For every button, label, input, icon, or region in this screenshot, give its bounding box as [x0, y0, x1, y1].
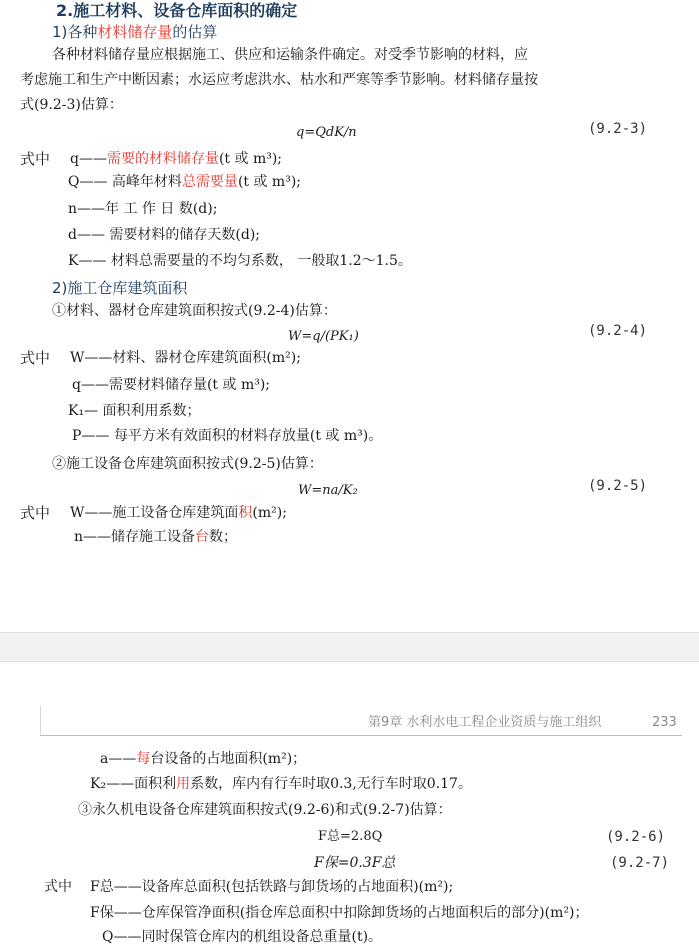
subsection-heading-storage	[52, 25, 217, 40]
formula-9-2-6: F总=2.8Q	[318, 829, 383, 844]
where-label-4: 式中	[44, 879, 72, 895]
definition-highlight: 台	[195, 529, 210, 545]
definition-text: 台设备的占地面积(m²)；	[150, 751, 307, 767]
item-permanent-equipment-warehouse: ③永久机电设备仓库建筑面积按式(9.2-6)和式(9.2-7)估算：	[78, 802, 452, 818]
definition-n2	[74, 530, 237, 544]
definition-F-storage: F保——仓库保管净面积(指仓库总面积中扣除卸货场的占地面积后的部分)(m²)；	[90, 905, 589, 921]
definition-unit: (m²);	[252, 505, 287, 521]
where-label: 式中	[20, 150, 51, 168]
definition-q2: q——需要材料储存量(t 或 m³);	[72, 377, 271, 393]
definition-symbol: K₂——面积利	[90, 776, 177, 792]
definition-unit: 数；	[209, 529, 238, 545]
formula-9-2-7: F保=0.3F总	[314, 855, 396, 871]
page-number: 233	[652, 715, 677, 730]
equation-number-9-2-7: (9.2-7)	[610, 855, 670, 871]
formula-9-2-5: W=na/K₂	[298, 483, 358, 498]
definition-K2	[90, 777, 472, 791]
definition-unit: (t 或 m³);	[237, 174, 301, 190]
definition-q	[70, 152, 282, 166]
where-label-3: 式中	[20, 504, 51, 522]
definition-K1: K₁— 面积利用系数；	[68, 403, 201, 419]
formula-9-2-3: q=QdK/n	[296, 125, 357, 140]
page-break-gap	[0, 632, 699, 662]
equation-number-9-2-5: (9.2-5)	[588, 478, 648, 494]
equation-number-9-2-6: (9.2-6)	[606, 829, 666, 845]
definition-highlight: 需要的材料储存量	[106, 151, 219, 167]
header-corner-mark	[40, 706, 41, 736]
subsection-suffix: 的估算	[172, 23, 218, 41]
definition-highlight: 用	[176, 776, 191, 792]
subsection-heading-warehouse: 2)施工仓库建筑面积	[52, 279, 188, 297]
subsection-highlight: 材料储存量	[97, 23, 173, 41]
formula-9-2-4: W=q/(PK₁)	[288, 329, 359, 344]
definition-d: d—— 需要材料的储存天数(d);	[68, 227, 261, 243]
definition-highlight: 每	[136, 751, 151, 767]
paragraph-line-2: 考虑施工和生产中断因素；水运应考虑洪水、枯水和严寒等季节影响。材料储存量按	[20, 72, 538, 88]
definition-P: P—— 每平方米有效面积的材料存放量(t 或 m³)。	[72, 428, 383, 444]
definition-Q-weight: Q——同时保管仓库内的机组设备总重量(t)。	[102, 929, 383, 945]
running-header-chapter: 第9章 水利水电工程企业资质与施工组织	[368, 715, 602, 730]
definition-W1: W——材料、器材仓库建筑面积(m²);	[70, 350, 301, 366]
equation-number-9-2-3: (9.2-3)	[588, 121, 648, 137]
definition-a	[100, 752, 306, 766]
section-title: 2.施工材料、设备仓库面积的确定	[56, 1, 298, 20]
definition-text: n——储存施工设备	[74, 529, 196, 545]
item-equipment-warehouse: ②施工设备仓库建筑面积按式(9.2-5)估算：	[52, 456, 323, 472]
paragraph-line-3: 式(9.2-3)估算：	[20, 97, 123, 113]
where-label-2: 式中	[20, 349, 51, 367]
item-materials-warehouse: ①材料、器材仓库建筑面积按式(9.2-4)估算：	[52, 303, 337, 319]
definition-text: W——施工设备仓库建筑面	[70, 505, 239, 521]
definition-n: n——年 工 作 日 数(d);	[68, 201, 218, 217]
definition-symbol: q——	[70, 151, 107, 167]
definition-Q	[68, 175, 301, 189]
definition-text: 系数，库内有行车时取0.3,无行车时取0.17。	[190, 776, 472, 792]
subsection-prefix: 1)各种	[52, 23, 98, 41]
definition-highlight: 积	[238, 505, 253, 521]
definition-symbol: Q—— 高峰年材料	[68, 174, 182, 190]
header-rule	[40, 735, 682, 736]
definition-F-total: F总——设备库总面积(包括铁路与卸货场的占地面积)(m²);	[90, 879, 454, 895]
equation-number-9-2-4: (9.2-4)	[588, 323, 648, 339]
definition-symbol: a——	[100, 751, 137, 767]
paragraph-line-1: 各种材料储存量应根据施工、供应和运输条件确定。对受季节影响的材料，应	[52, 47, 528, 63]
definition-K: K—— 材料总需要量的不均匀系数， 一般取1.2～1.5。	[68, 253, 412, 269]
definition-unit: (t 或 m³);	[218, 151, 283, 167]
definition-W2	[70, 506, 287, 520]
definition-highlight: 总需要量	[181, 174, 238, 190]
